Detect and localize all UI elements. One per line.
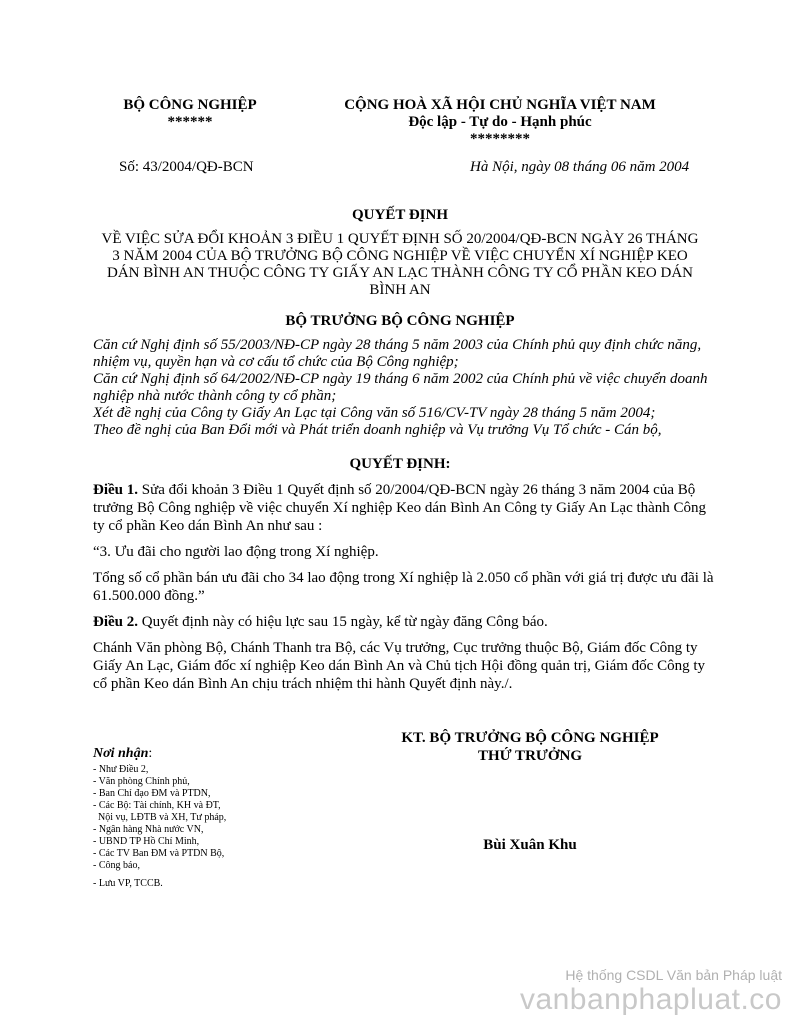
article-1 [93, 481, 718, 535]
quote-line-2: Tổng số cổ phần bán ưu đãi cho 34 lao động trong Xí nghiệp là 2.050 cổ phần với giá trị được ưu đãi là 61.500.000 đồng.” [93, 570, 714, 604]
signature-block [360, 729, 700, 765]
recipient-item: - Ngân hàng Nhà nước VN, [93, 824, 204, 835]
document-subject: VỀ VIỆC SỬA ĐỔI KHOẢN 3 ĐIỀU 1 QUYẾT ĐỊNH SỐ 20/2004/QĐ-BCN NGÀY 26 THÁNG 3 NĂM 2004 CỦA BỘ TRƯỞNG BỘ CÔNG NGHIỆP VỀ VIỆC CHUYỂN XÍ NGHIỆP KEO DÁN BÌNH AN THUỘC CÔNG TY GIẤY AN LẠC THÀNH CÔNG TY CỔ PHẦN KEO DÁN BÌNH AN [101, 231, 699, 298]
article-1-text: Sửa đổi khoản 3 Điều 1 Quyết định số 20/2004/QĐ-BCN ngày 26 tháng 3 năm 2004 của Bộ trưởng Bộ Công nghiệp về việc chuyển Xí nghiệp Keo dán Bình An Công ty Giấy An Lạc thành Công ty cổ phần Keo dán Bình An như sau : [93, 482, 707, 534]
basis-item: Căn cứ Nghị định số 64/2002/NĐ-CP ngày 19 tháng 6 năm 2002 của Chính phủ về việc chuyển doanh nghiệp nhà nước thành công ty cổ phần; [93, 371, 708, 404]
signature-line-2: THỨ TRƯỞNG [477, 748, 583, 764]
article-1-label: Điều 1. [93, 482, 138, 498]
basis-item: Căn cứ Nghị định số 55/2003/NĐ-CP ngày 28 tháng 5 năm 2003 của Chính phủ quy định chức năng, nhiệm vụ, quyền hạn và cơ cấu tổ chức của Bộ Công nghiệp; [93, 337, 702, 370]
ministry-stars: ****** [167, 114, 213, 130]
decision-heading: QUYẾT ĐỊNH: [349, 456, 451, 472]
ministry-name: BỘ CÔNG NGHIỆP [123, 97, 257, 113]
recipient-item: - Ban Chỉ đạo ĐM và PTDN, [93, 788, 211, 799]
basis-item: Xét đề nghị của Công ty Giấy An Lạc tại Công văn số 516/CV-TV ngày 28 tháng 5 năm 2004; [93, 405, 656, 421]
recipient-item: - Lưu VP, TCCB. [93, 878, 163, 889]
recipient-item: - Các Bộ: Tài chính, KH và ĐT, [93, 800, 221, 811]
recipient-item: - Công báo, [93, 860, 140, 871]
reference-number: Số: 43/2004/QĐ-BCN [119, 159, 254, 175]
recipients-title-colon: : [148, 746, 153, 761]
watermark-caption: Hệ thống CSDL Văn bản Pháp luật [565, 967, 782, 983]
ministry-header [95, 97, 285, 131]
national-header [325, 97, 675, 148]
recipients-title-text: Nơi nhận [93, 746, 149, 761]
recipient-item: - Các TV Ban ĐM và PTDN Bộ, [93, 848, 225, 859]
motto-stars: ******** [470, 131, 530, 147]
signature-line-1: KT. BỘ TRƯỞNG BỘ CÔNG NGHIỆP [401, 730, 659, 746]
article-2 [93, 613, 718, 631]
closing-paragraph: Chánh Văn phòng Bộ, Chánh Thanh tra Bộ, các Vụ trưởng, Cục trưởng thuộc Bộ, Giám đốc Công ty Giấy An Lạc, Giám đốc xí nghiệp Keo dán Bình An và Chủ tịch Hội đồng quản trị, Giám đốc Công ty cổ phần Keo dán Bình An chịu trách nhiệm thi hành Quyết định này./. [93, 640, 705, 692]
article-2-text: Quyết định này có hiệu lực sau 15 ngày, kể từ ngày đăng Công báo. [138, 614, 548, 630]
decision-body [93, 481, 718, 701]
basis-item: Theo đề nghị của Ban Đổi mới và Phát triển doanh nghiệp và Vụ trưởng Vụ Tổ chức - Cán bộ, [93, 422, 662, 438]
recipient-item: - Văn phòng Chính phủ, [93, 776, 190, 787]
article-2-label: Điều 2. [93, 614, 138, 630]
recipients-list [93, 764, 353, 890]
recipient-item: Nội vụ, LĐTB và XH, Tư pháp, [93, 812, 227, 823]
signer-name: Bùi Xuân Khu [483, 837, 577, 853]
national-motto: Độc lập - Tự do - Hạnh phúc [408, 114, 592, 130]
recipients-block [93, 746, 353, 890]
watermark-site: vanbanphapluat.co [519, 983, 782, 1016]
issuing-authority: BỘ TRƯỞNG BỘ CÔNG NGHIỆP [285, 313, 515, 329]
place-date: Hà Nội, ngày 08 tháng 06 năm 2004 [470, 159, 690, 175]
recipient-item: - UBND TP Hồ Chí Minh, [93, 836, 200, 847]
recipients-title [93, 746, 353, 762]
document-title: QUYẾT ĐỊNH [352, 207, 448, 223]
recipient-item: - Như Điều 2, [93, 764, 149, 775]
legal-basis [93, 337, 713, 439]
country-name: CỘNG HOÀ XÃ HỘI CHỦ NGHĨA VIỆT NAM [344, 97, 656, 113]
quote-line-1: “3. Ưu đãi cho người lao động trong Xí nghiệp. [93, 544, 379, 560]
